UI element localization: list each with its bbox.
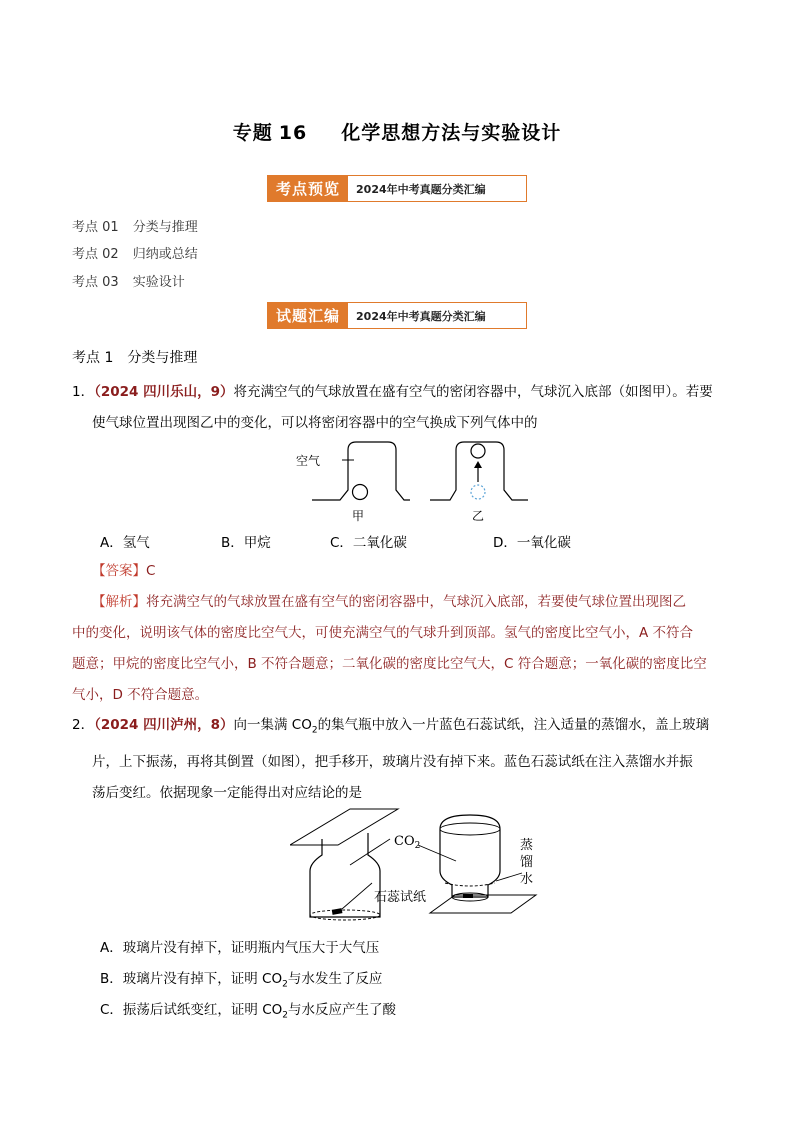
bottle-figure xyxy=(290,805,550,930)
question-text: 片，上下振荡，再将其倒置（如图），把手移开，玻璃片没有掉下来。蓝色石蕊试纸在注入蒸馏水并振 xyxy=(92,753,693,770)
balloon-b-original xyxy=(471,485,485,499)
questions-banner-sub: 2024年中考真题分类汇编 xyxy=(356,309,486,323)
question-text: 的集气瓶中放入一片蓝色石蕊试纸，注入适量的蒸馏水，盖上玻璃 xyxy=(317,717,710,733)
kaodian-item xyxy=(72,271,185,290)
option-text: 与水反应产生了酸 xyxy=(288,1002,397,1018)
question-text: 向一集满 CO xyxy=(233,717,312,733)
option-text: B．玻璃片没有掉下，证明 CO xyxy=(100,971,283,987)
litmus-paper-a xyxy=(332,908,343,915)
questions-banner-tag: 试题汇编 xyxy=(268,303,348,328)
question-number: 2． xyxy=(72,717,95,733)
q2-option-c xyxy=(100,998,396,1021)
upright-bottle xyxy=(310,833,380,917)
kaodian-label: 考点 03 xyxy=(72,275,119,290)
question-source: （2024 四川乐山，9） xyxy=(94,384,234,400)
analysis-line: 中的变化，说明该气体的密度比空气大，可使充满空气的气球升到顶部。氢气的密度比空气小，A 不符合 xyxy=(72,625,694,641)
question-text: 荡后变红。依据现象一定能得出对应结论的是 xyxy=(92,784,362,801)
question-number: 1． xyxy=(72,384,95,400)
title-prefix: 专题 xyxy=(232,122,273,144)
option-text: C．振荡后试纸变红，证明 CO xyxy=(100,1002,283,1018)
preview-banner xyxy=(267,175,527,202)
analysis-line: 将充满空气的气球放置在盛有空气的密闭容器中，气球沉入底部，若要使气球位置出现图乙 xyxy=(146,594,686,610)
question-source: （2024 四川泸州，8） xyxy=(94,717,234,733)
question-1 xyxy=(72,377,732,439)
balloon-a xyxy=(353,485,368,500)
kaodian-label: 考点 01 xyxy=(72,220,119,235)
questions-banner xyxy=(267,302,527,329)
inverted-bottle xyxy=(440,815,500,897)
question-2-line xyxy=(72,710,732,747)
figure-a-label: 甲 xyxy=(352,509,365,523)
figure-b-label: 乙 xyxy=(472,509,485,523)
kaodian-item xyxy=(72,243,198,262)
section-label: 考点 1 xyxy=(72,350,114,366)
litmus-paper-label: 石蕊试纸 xyxy=(374,890,427,905)
title-text: 化学思想方法与实验设计 xyxy=(341,122,562,144)
section-heading xyxy=(72,347,197,367)
question-2 xyxy=(72,710,732,809)
air-label: 空气 xyxy=(296,454,321,468)
arrow-head xyxy=(474,461,482,468)
subscript: 2 xyxy=(282,1010,289,1021)
answer-value: C xyxy=(146,563,156,579)
title-number: 16 xyxy=(278,122,308,144)
preview-banner-sub: 2024年中考真题分类汇编 xyxy=(356,182,486,196)
balloon-b-top xyxy=(471,444,485,458)
co2-pointer xyxy=(350,839,390,865)
balloon-figure xyxy=(290,438,530,528)
answer xyxy=(92,556,752,587)
kaodian-text: 分类与推理 xyxy=(132,220,198,235)
analysis-tag: 【解析】 xyxy=(92,594,146,610)
glass-plate-bottom xyxy=(430,895,536,913)
kaodian-label: 考点 02 xyxy=(72,247,119,262)
analysis-line: 题意；甲烷的密度比空气小，B 不符合题意；二氧化碳的密度比空气大，C 符合题意；一氧化碳的密度比空 xyxy=(72,656,707,672)
subscript: 2 xyxy=(282,979,288,990)
page-title xyxy=(0,118,794,145)
co2-pointer-b xyxy=(418,845,456,861)
option-d: D．一氧化碳 xyxy=(493,535,571,551)
option-text: A．玻璃片没有掉下，证明瓶内气压大于大气压 xyxy=(100,940,380,956)
co2-label: $CO_2$ xyxy=(394,834,421,851)
option-a: A．氢气 xyxy=(100,535,150,551)
answer-tag: 【答案】 xyxy=(92,563,146,579)
bottle-bottom xyxy=(310,910,380,920)
q2-option-a xyxy=(100,936,379,956)
kaodian-text: 实验设计 xyxy=(132,275,185,290)
container-b xyxy=(430,442,528,500)
litmus-paper-b xyxy=(463,894,473,898)
kaodian-text: 归纳或总结 xyxy=(132,247,198,262)
glass-plate-top xyxy=(290,809,398,845)
preview-banner-tag: 考点预览 xyxy=(268,176,348,201)
subscript: 2 xyxy=(311,725,318,736)
option-text: 与水发生了反应 xyxy=(287,971,383,987)
section-text: 分类与推理 xyxy=(127,350,198,366)
analysis-line: 气小，D 不符合题意。 xyxy=(72,687,209,703)
option-b: B．甲烷 xyxy=(221,535,271,551)
q2-option-b xyxy=(100,967,382,990)
water-label-1: 蒸 xyxy=(520,838,534,853)
inverted-bottle-bottom xyxy=(440,823,500,835)
option-c: C．二氧化碳 xyxy=(330,535,407,551)
paper-pointer xyxy=(342,883,372,909)
water-label-3: 水 xyxy=(520,872,534,887)
kaodian-item xyxy=(72,216,198,235)
analysis xyxy=(72,587,732,711)
question-1-line xyxy=(72,377,732,408)
question-text: 使气球位置出现图乙中的变化，可以将密闭容器中的空气换成下列气体中的 xyxy=(92,415,538,431)
container-a xyxy=(312,442,410,500)
water-label-2: 馏 xyxy=(520,855,534,870)
question-text: 将充满空气的气球放置在盛有空气的密闭容器中，气球沉入底部（如图甲）。若要 xyxy=(233,384,713,400)
